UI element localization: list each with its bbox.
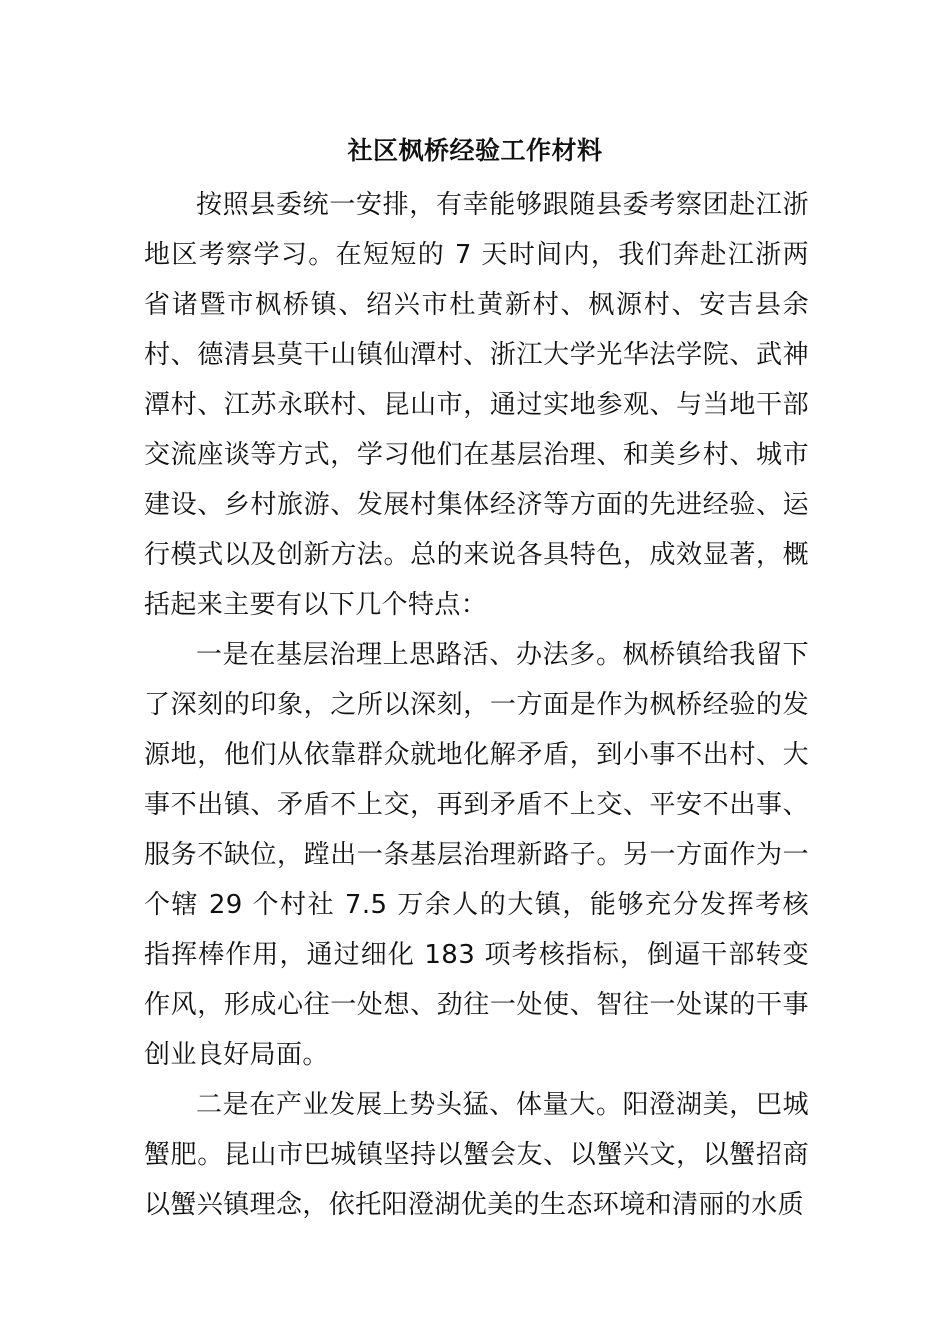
document-title: 社区枫桥经验工作材料: [347, 136, 603, 165]
paragraph-intro: 按照县委统一安排，有幸能够跟随县委考察团赴江浙地区考察学习。在短短的 7 天时间内，我们奔赴江浙两省诸暨市枫桥镇、绍兴市杜黄新村、枫源村、安吉县余村、德清县莫干山镇仙潭村、浙江大学光华法学院、武神潭村、江苏永联村、昆山市，通过实地参观、与当地干部交流座谈等方式，学习他们在基层治理、和美乡村、城市建设、乡村旅游、发展村集体经济等方面的先进经验、运行模式以及创新方法。总的来说各具特色，成效显著，概括起来主要有以下几个特点：: [144, 190, 809, 620]
paragraph-point-two: 二是在产业发展上势头猛、体量大。阳澄湖美，巴城蟹肥。昆山市巴城镇坚持以蟹会友、以蟹兴文，以蟹招商以蟹兴镇理念，依托阳澄湖优美的生态环境和清丽的水质: [144, 1090, 809, 1220]
document-body: [144, 180, 809, 1230]
paragraph-point-one: 一是在基层治理上思路活、办法多。枫桥镇给我留下了深刻的印象，之所以深刻，一方面是作为枫桥经验的发源地，他们从依靠群众就地化解矛盾，到小事不出村、大事不出镇、矛盾不上交，再到矛盾不上交、平安不出事、服务不缺位，蹚出一条基层治理新路子。另一方面作为一个辖 29 个村社 7.5 万余人的大镇，能够充分发挥考核指挥棒作用，通过细化 183 项考核指标，倒逼干部转变作风，形成心往一处想、劲往一处使、智往一处谋的干事创业良好局面。: [144, 640, 809, 1070]
